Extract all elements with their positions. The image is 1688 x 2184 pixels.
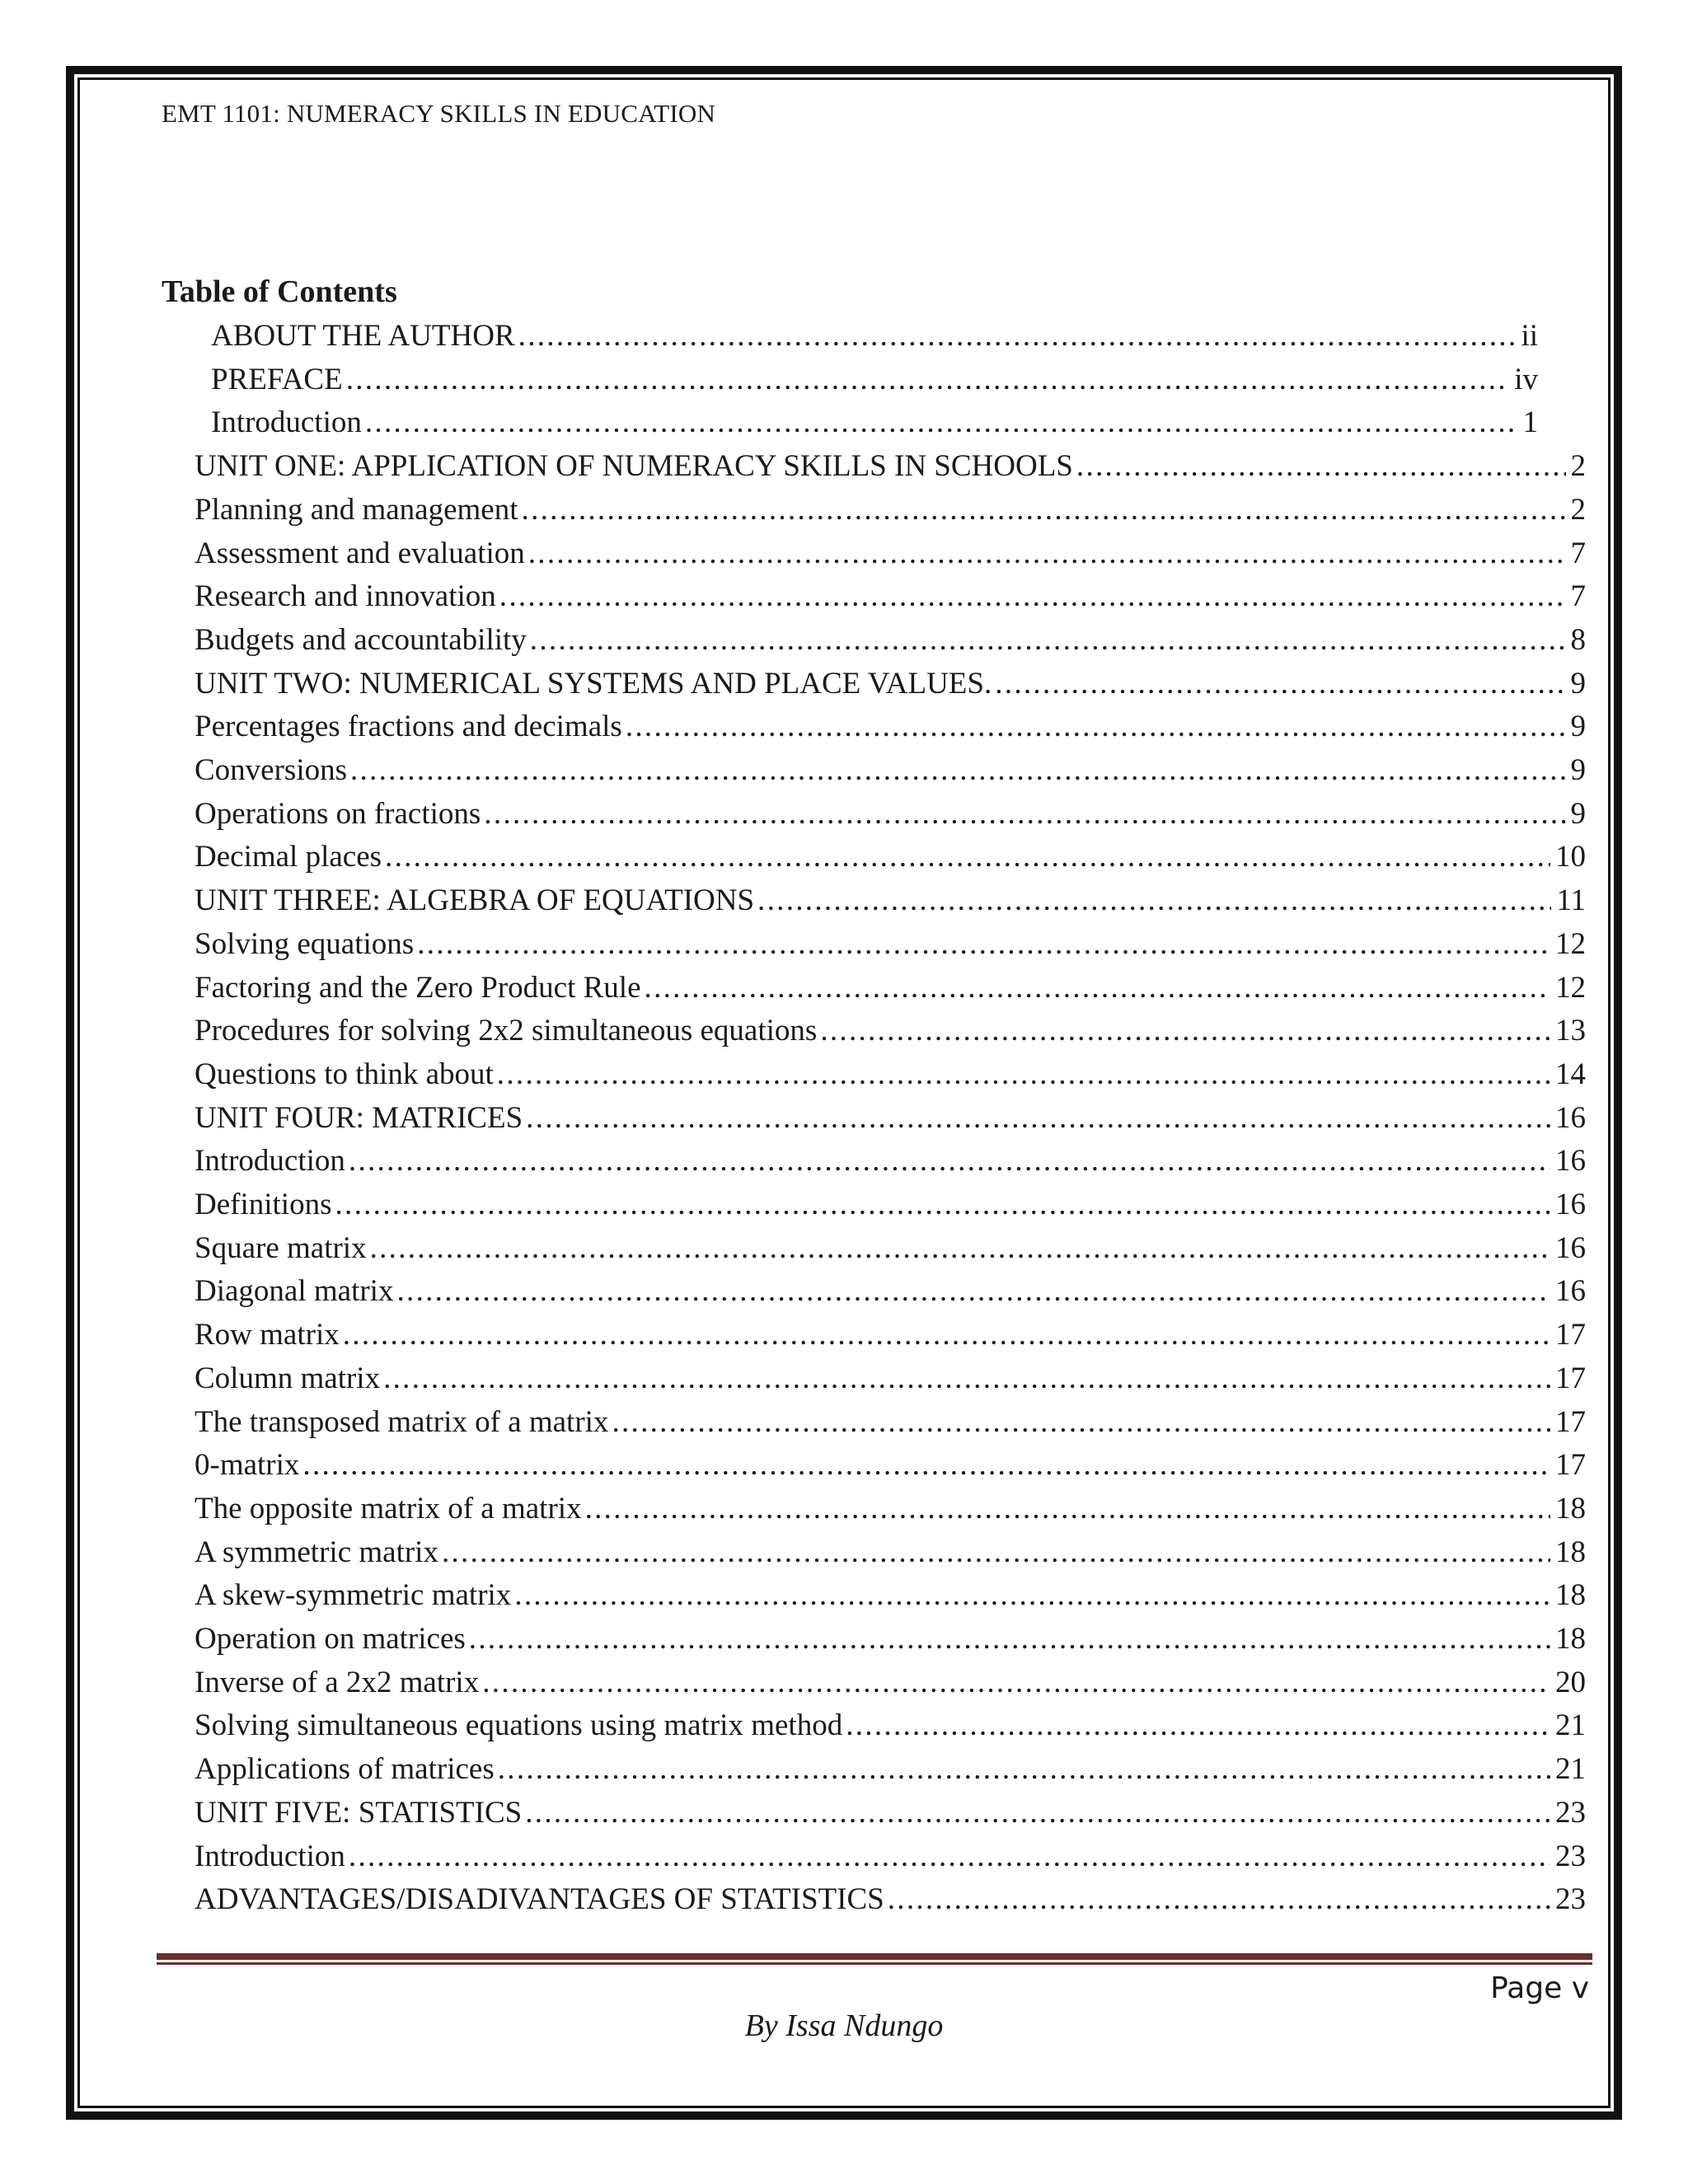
toc-entry[interactable] [195,1269,1586,1313]
toc-entry-page: 18 [1555,1578,1586,1612]
page-number: Page v [1490,1971,1589,2005]
toc-entry[interactable] [195,922,1586,966]
toc-entry-page: iv [1514,363,1538,396]
toc-entry[interactable] [211,358,1538,401]
toc-entry[interactable] [195,1487,1586,1530]
toc-entry-label: UNIT TWO: NUMERICAL SYSTEMS AND PLACE VALUES. [195,667,992,701]
toc-entry[interactable] [195,1009,1586,1052]
toc-dot-leader [349,1835,1550,1878]
toc-dot-leader [469,1617,1550,1661]
toc-entry[interactable] [195,1139,1586,1183]
toc-dot-leader [499,574,1566,618]
toc-entry[interactable] [195,1704,1586,1747]
toc-entry-page: 23 [1555,1882,1586,1916]
footer-rule-thin [157,1962,1592,1965]
toc-heading: Table of Contents [162,274,397,309]
toc-dot-leader [530,618,1566,662]
toc-entry-label: Questions to think about [195,1057,494,1091]
toc-entry-label: Row matrix [195,1318,340,1352]
toc-dot-leader [757,879,1551,922]
toc-entry-page: 18 [1555,1535,1586,1569]
toc-dot-leader [335,1183,1550,1226]
toc-dot-leader [1076,444,1566,488]
toc-entry[interactable] [195,1661,1586,1704]
toc-dot-leader [484,792,1565,836]
toc-entry-page: 11 [1556,883,1586,917]
toc-dot-leader [645,966,1550,1010]
toc-dot-leader [612,1400,1550,1444]
toc-entry-page: 12 [1555,971,1586,1005]
toc-dot-leader [343,1313,1550,1357]
toc-dot-leader [820,1009,1550,1052]
toc-entry-label: Procedures for solving 2x2 simultaneous equations [195,1014,818,1047]
toc-entry-label: ADVANTAGES/DISADIVANTAGES OF STATISTICS [195,1882,884,1916]
toc-dot-leader [350,748,1566,792]
toc-entry-label: Assessment and evaluation [195,537,525,570]
toc-entry-page: 7 [1570,537,1586,570]
toc-entry-label: Introduction [195,1840,345,1873]
toc-entry-page: 23 [1555,1840,1586,1873]
toc-entry-label: UNIT FIVE: STATISTICS [195,1796,523,1830]
toc-entry[interactable] [195,879,1586,922]
toc-entry[interactable] [195,1313,1586,1357]
toc-entry-label: Research and innovation [195,579,496,613]
toc-entry-label: Percentages fractions and decimals [195,710,622,743]
toc-entry-page: 16 [1555,1144,1586,1178]
toc-entry-page: 9 [1570,710,1586,743]
toc-entry-label: PREFACE [211,363,343,396]
toc-entry-label: A skew-symmetric matrix [195,1578,512,1612]
toc-dot-leader [442,1530,1550,1574]
toc-entry-page: 16 [1555,1231,1586,1265]
toc-dot-leader [302,1443,1550,1487]
toc-entry[interactable] [211,401,1538,444]
toc-entry-page: 2 [1570,493,1586,527]
toc-dot-leader [482,1661,1550,1704]
toc-entry-label: Planning and management [195,493,518,527]
toc-entry-page: 16 [1555,1101,1586,1135]
toc-entry[interactable] [195,1052,1586,1096]
toc-entry[interactable] [195,1530,1586,1574]
toc-entry[interactable] [195,1226,1586,1270]
toc-entry-page: 2 [1570,449,1586,483]
toc-entry-label: Solving equations [195,927,415,961]
toc-entry[interactable] [195,618,1586,662]
toc-entry[interactable] [195,532,1586,575]
toc-entry-label: Introduction [211,405,362,439]
toc-dot-leader [385,835,1550,879]
toc-dot-leader [585,1487,1550,1530]
toc-entry[interactable] [195,966,1586,1010]
toc-dot-leader [497,1052,1550,1096]
toc-entry-label: The opposite matrix of a matrix [195,1492,582,1526]
author-credit: By Issa Ndungo [744,2008,944,2043]
toc-dot-leader [528,532,1566,575]
toc-entry[interactable] [195,705,1586,748]
toc-dot-leader [370,1226,1550,1270]
toc-entry[interactable] [195,662,1586,705]
toc-entry[interactable] [195,1183,1586,1226]
footer-rule [157,1953,1592,1960]
toc-dot-leader [522,488,1566,532]
toc-entry-page: 18 [1555,1622,1586,1656]
toc-entry[interactable] [195,748,1586,792]
toc-entry-label: Applications of matrices [195,1752,495,1786]
toc-dot-leader [846,1704,1550,1747]
toc-entry[interactable] [195,488,1586,532]
toc-entry-page: 10 [1555,840,1586,874]
toc-dot-leader [518,314,1517,358]
toc-entry[interactable] [195,792,1586,836]
toc-entry-page: 8 [1570,623,1586,657]
toc-entry-page: 17 [1555,1361,1586,1395]
toc-entry[interactable] [195,1573,1586,1617]
toc-entry-page: 1 [1522,405,1538,439]
toc-entry-label: Operations on fractions [195,797,481,831]
toc-dot-leader [626,705,1566,748]
toc-entry-label: Definitions [195,1188,332,1221]
toc-entry-label: UNIT ONE: APPLICATION OF NUMERACY SKILLS IN SCHOOLS [195,449,1073,483]
toc-entry[interactable] [195,444,1586,488]
toc-entry-page: 17 [1555,1318,1586,1352]
toc-dot-leader [346,358,1510,401]
running-header: EMT 1101: NUMERACY SKILLS IN EDUCATION [162,99,716,128]
toc-entry[interactable] [195,835,1586,879]
toc-entry-label: Conversions [195,753,347,787]
toc-dot-leader [995,662,1565,705]
toc-entry-label: Inverse of a 2x2 matrix [195,1666,480,1699]
toc-entry-label: A symmetric matrix [195,1535,438,1569]
toc-entry-label: Operation on matrices [195,1622,466,1656]
toc-entry-page: 23 [1555,1796,1586,1830]
toc-dot-leader [365,401,1518,444]
toc-dot-leader [514,1573,1550,1617]
toc-entry-label: The transposed matrix of a matrix [195,1405,609,1439]
toc-entry-page: 12 [1555,927,1586,961]
toc-entry-label: Solving simultaneous equations using matrix method [195,1708,843,1742]
toc-dot-leader [525,1791,1550,1835]
toc-entry-page: 20 [1555,1666,1586,1699]
toc-entry[interactable] [195,1877,1586,1921]
toc-entry-page: 7 [1570,579,1586,613]
toc-entry-page: 21 [1555,1708,1586,1742]
toc-entry-page: 17 [1555,1405,1586,1439]
toc-entry[interactable] [195,1617,1586,1661]
toc-entry-label: Diagonal matrix [195,1274,394,1308]
toc-entry-label: Column matrix [195,1361,381,1395]
toc-dot-leader [396,1269,1550,1313]
toc-entry-page: 18 [1555,1492,1586,1526]
toc-entry[interactable] [195,1357,1586,1400]
toc-entry[interactable] [195,1096,1586,1140]
toc-entry-page: 9 [1570,753,1586,787]
toc-entry[interactable] [195,1791,1586,1835]
toc-entry-page: 17 [1555,1448,1586,1482]
toc-entry-page: 16 [1555,1274,1586,1308]
toc-entry-label: Factoring and the Zero Product Rule [195,971,641,1005]
toc-entry[interactable] [195,1443,1586,1487]
toc-entry[interactable] [211,314,1538,358]
toc-entry[interactable] [195,1747,1586,1791]
toc-entry-page: 16 [1555,1188,1586,1221]
toc-dot-leader [526,1096,1550,1140]
toc-dot-leader [498,1747,1550,1791]
toc-entry-label: 0-matrix [195,1448,300,1482]
toc-entry[interactable] [195,1835,1586,1878]
toc-entry-page: 13 [1555,1014,1586,1047]
toc-entry-label: Budgets and accountability [195,623,527,657]
toc-dot-leader [417,922,1550,966]
toc-entry-page: ii [1521,319,1538,353]
toc-entry-label: UNIT FOUR: MATRICES [195,1101,523,1135]
toc-entry[interactable] [195,1400,1586,1444]
toc-entry-label: Introduction [195,1144,345,1178]
toc-dot-leader [349,1139,1550,1183]
toc-entry-label: Square matrix [195,1231,367,1265]
toc-entry-label: UNIT THREE: ALGEBRA OF EQUATIONS [195,883,755,917]
toc-entry[interactable] [195,574,1586,618]
toc-entry-label: Decimal places [195,840,382,874]
toc-entry-page: 9 [1570,797,1586,831]
toc-dot-leader [383,1357,1550,1400]
toc-dot-leader [888,1877,1550,1921]
toc-entry-page: 14 [1555,1057,1586,1091]
toc-entry-page: 21 [1555,1752,1586,1786]
toc-entry-page: 9 [1570,667,1586,701]
toc-entry-label: ABOUT THE AUTHOR [211,319,515,353]
